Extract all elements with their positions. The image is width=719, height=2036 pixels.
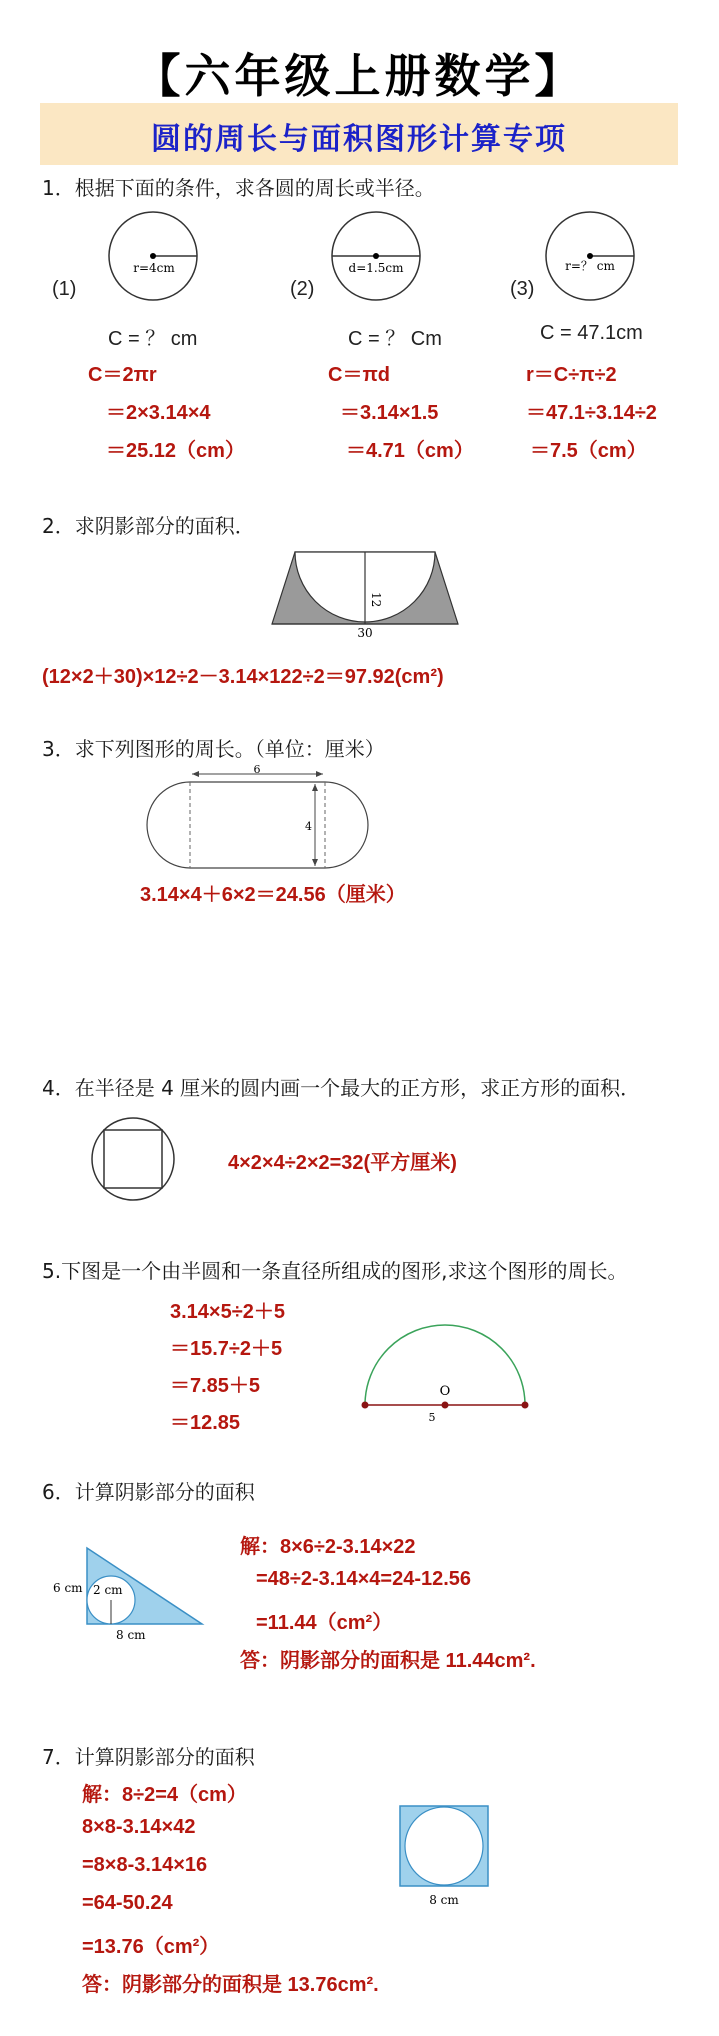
q1-step-1-1: C＝2πr [88,364,157,386]
q5-semicircle-figure [360,1320,530,1425]
q4-circle-square-figure [90,1116,176,1202]
q6-step-1: 解：8×6÷2-3.14×22 [240,1536,416,1558]
q1-step-2-1: C＝πd [328,364,390,386]
q2-answer: (12×2＋30)×12÷2－3.14×122÷2＝97.92(cm²) [42,666,444,688]
q2-width-label: 30 [357,626,373,640]
q5-step-2: ＝15.7÷2＋5 [170,1338,283,1360]
q1-given-1: C = ？ cm [108,328,198,350]
q1-fig-label-2: d=1.5cm [348,261,404,275]
q5-step-1: 3.14×5÷2＋5 [170,1301,285,1323]
q1-step-3-2: ＝47.1÷3.14÷2 [526,402,657,424]
q6-diameter-label: 2 cm [93,1583,123,1597]
q6-question: 6．计算阴影部分的面积 [42,1480,255,1504]
q1-step-1-3: ＝25.12（cm） [106,440,245,462]
q1-circle-2 [330,210,422,302]
q1-part-num-3: (3) [510,278,535,300]
q2-height-label: 12 [369,592,383,608]
q1-fig-label-3: r=？ cm [565,259,615,273]
q3-capsule-figure [145,763,375,870]
q6-triangle-figure [52,1546,212,1642]
q5-question: 5.下图是一个由半圆和一条直径所组成的图形,求这个图形的周长。 [42,1259,628,1283]
q6-step-4: 答：阴影部分的面积是 11.44cm². [240,1650,536,1672]
q1-step-1-2: ＝2×3.14×4 [106,402,211,424]
q5-diameter-label: 5 [428,1411,436,1424]
q1-step-3-3: ＝7.5（cm） [530,440,647,462]
q5-step-4: ＝12.85 [170,1412,241,1434]
q5-center-label: O [439,1384,451,1399]
q7-step-6: 答：阴影部分的面积是 13.76cm². [82,1974,379,1996]
q1-given-2: C = ？ Cm [348,328,442,350]
q1-step-3-1: r＝C÷π÷2 [526,364,617,386]
q6-base-label: 8 cm [116,1628,146,1642]
q7-side-label: 8 cm [429,1893,459,1907]
page-title: 【六年级上册数学】 [134,49,585,103]
q3-answer: 3.14×4＋6×2＝24.56（厘米） [140,884,406,906]
q7-square-circle-figure [398,1804,494,1910]
q6-step-3: =11.44（cm²） [256,1612,393,1634]
q4-question: 4．在半径是 4 厘米的圆内画一个最大的正方形，求正方形的面积． [42,1076,641,1100]
q3-question: 3．求下列图形的周长。（单位：厘米） [42,737,385,761]
q1-part-num-1: (1) [52,278,77,300]
q2-trapezoid-figure [270,550,460,640]
q7-step-1: 解：8÷2=4（cm） [82,1784,247,1806]
q1-given-3: C = 47.1cm [540,322,643,344]
q4-answer: 4×2×4÷2×2=32(平方厘米) [228,1152,457,1174]
q1-step-2-2: ＝3.14×1.5 [340,402,439,424]
q1-part-num-2: (2) [290,278,315,300]
q1-circle-1 [107,210,199,302]
q1-step-2-3: ＝4.71（cm） [346,440,474,462]
q7-step-3: =8×8-3.14×16 [82,1854,208,1876]
q7-step-5: =13.76（cm²） [82,1936,220,1958]
q1-circle-3 [544,210,636,302]
q6-step-2: =48÷2-3.14×4=24-12.56 [256,1568,472,1590]
q2-question: 2．求阴影部分的面积． [42,514,255,538]
q7-step-4: =64-50.24 [82,1892,173,1914]
q1-question: 1．根据下面的条件，求各圆的周长或半径。 [42,176,435,200]
q7-question: 7．计算阴影部分的面积 [42,1745,255,1769]
q5-step-3: ＝7.85＋5 [170,1375,261,1397]
q3-width-label: 6 [253,763,261,776]
q6-height-label: 6 cm [53,1581,83,1595]
q7-step-2: 8×8-3.14×42 [82,1816,196,1838]
q3-height-label: 4 [305,820,312,833]
q1-fig-label-1: r=4cm [133,261,175,275]
page-subtitle: 圆的周长与面积图形计算专项 [151,122,567,157]
